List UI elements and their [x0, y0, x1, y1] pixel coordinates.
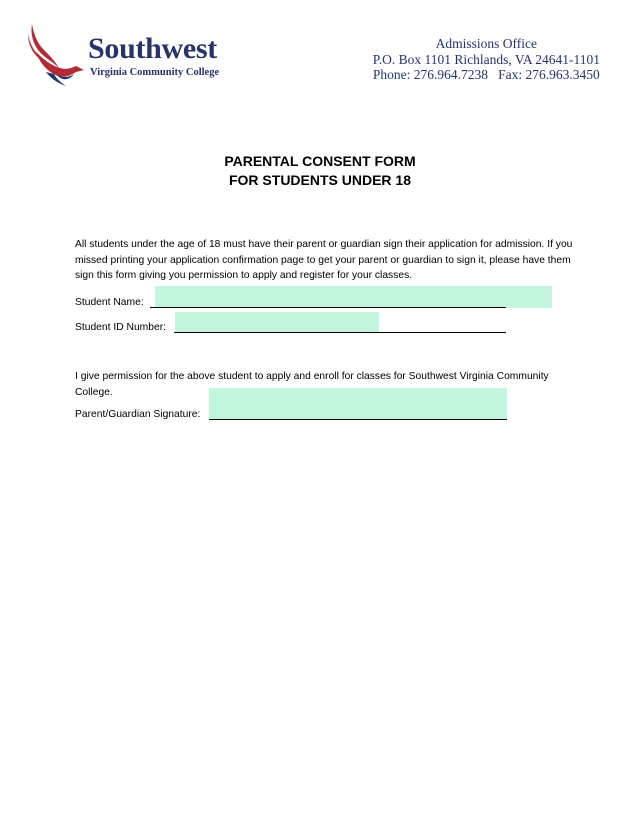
office-address	[373, 36, 600, 83]
student-id-row	[75, 315, 515, 335]
student-name-label: Student Name:	[75, 297, 144, 308]
office-po-box: P.O. Box 1101 Richlands, VA 24641-1101	[372, 51, 600, 67]
signature-row	[75, 402, 515, 422]
logo-subtitle: Virginia Community College	[90, 67, 220, 78]
office-phone-fax: Phone: 276.964.7238 Fax: 276.963.3450	[372, 67, 600, 82]
signature-field[interactable]	[209, 388, 507, 420]
student-name-row	[75, 290, 515, 310]
college-logo	[26, 22, 236, 88]
student-name-field[interactable]	[155, 286, 552, 308]
student-name-line	[150, 307, 506, 308]
intro-paragraph: All students under the age of 18 must have their parent or guardian sign their application for admission. If you missed printing your application confirmation page to get your parent or guardian to sign it, please have them sign this form giving you permission to apply and register for your classes.	[75, 239, 573, 281]
logo-name: Southwest	[88, 32, 217, 65]
eagle-logo-icon	[26, 22, 86, 88]
permission-paragraph: I give permission for the above student to apply and enroll for classes for Southwest Virginia Community College.	[75, 371, 549, 398]
signature-line	[209, 419, 507, 420]
student-id-label: Student ID Number:	[75, 322, 166, 333]
office-name: Admissions Office	[435, 36, 538, 51]
signature-label: Parent/Guardian Signature:	[75, 409, 201, 420]
student-id-line	[174, 332, 506, 333]
form-title-line1: PARENTAL CONSENT FORM	[224, 153, 416, 169]
student-id-field[interactable]	[175, 312, 379, 333]
form-title-line2: FOR STUDENTS UNDER 18	[228, 172, 412, 188]
form-title	[0, 152, 640, 190]
